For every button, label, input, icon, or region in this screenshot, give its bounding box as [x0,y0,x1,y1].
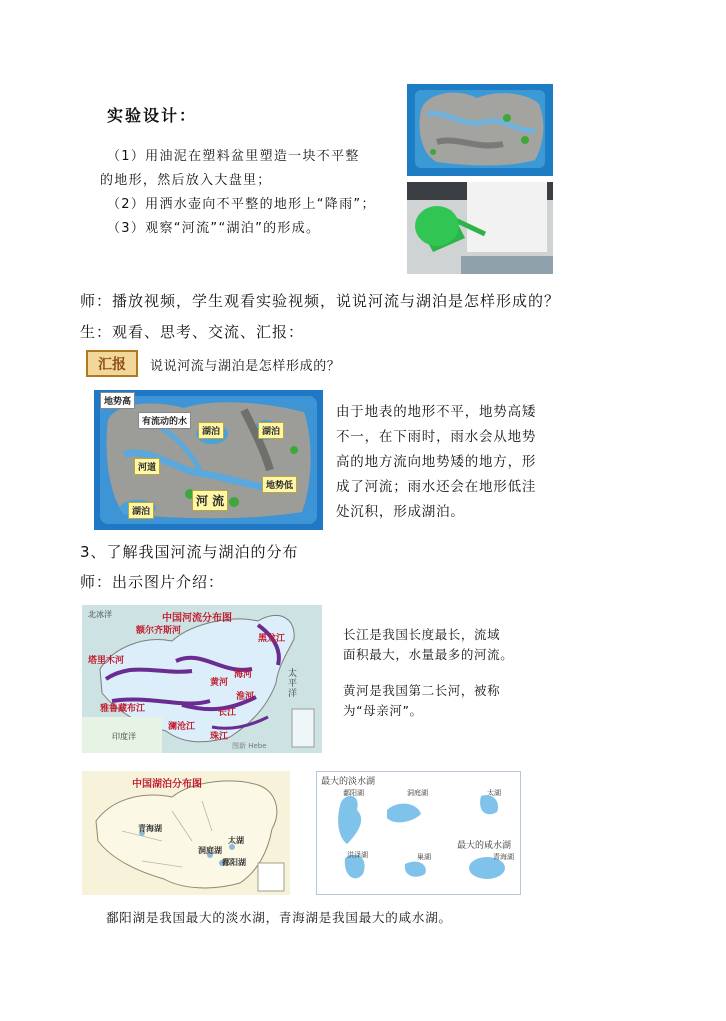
china-lake-map [82,771,290,895]
river-map-title: 中国河流分布图 [162,613,232,624]
panel-lake-poyang: 鄱阳湖 [343,789,364,797]
saltwater-heading: 最大的咸水湖 [457,841,512,851]
river-text-line: 黄河是我国第二长河，被称 [343,683,501,698]
river-huai: 淮河 [236,692,255,702]
labeled-model-photo [94,390,323,530]
step-1-line-2: 的地形，然后放入大盘里； [100,173,272,188]
explanation-line: 高的地方流向地势矮的地方，形 [336,454,537,470]
label-lake-2: 湖泊 [258,422,284,439]
experiment-title: 实验设计： [107,106,198,125]
step-2: （2）用洒水壶向不平整的地形上“降雨”； [107,197,376,212]
label-flowing: 有流动的水 [138,412,191,429]
label-high: 地势高 [100,392,135,409]
arctic-ocean-label: 北冰洋 [88,610,112,619]
label-lake-3: 湖泊 [128,502,154,519]
watering-photo [407,182,553,274]
river-pearl: 珠江 [210,732,229,742]
lake-map-title: 中国湖泊分布图 [132,779,202,790]
explanation-line: 不一，在下雨时，雨水会从地势 [336,429,537,445]
river-yarlung: 雅鲁藏布江 [100,704,146,714]
china-river-map [82,605,322,753]
freshwater-heading: 最大的淡水湖 [321,777,376,787]
river-lancang: 澜沧江 [168,722,196,732]
river-heilongjiang: 黑龙江 [258,634,286,644]
map-credit: 图新 Hebe [232,742,267,750]
teacher-line-2: 师：出示图片介绍： [80,573,225,591]
panel-lake-dongting: 洞庭湖 [407,789,428,797]
panel-lake-chao: 巢湖 [417,853,431,861]
lake-dongting: 洞庭湖 [198,846,222,855]
river-text-line: 面积最大，水量最多的河流。 [343,647,514,662]
report-badge: 汇报 [86,350,138,377]
river-description [343,625,513,721]
step-1-line-1: （1）用油泥在塑料盆里塑造一块不平整 [107,149,360,164]
lake-caption: 鄱阳湖是我国最大的淡水湖，青海湖是我国最大的咸水湖。 [106,910,452,925]
panel-lake-qinghai: 青海湖 [493,853,514,861]
river-hai: 海河 [234,670,253,680]
lake-shapes-panel [316,771,521,895]
label-lake-1: 湖泊 [198,422,224,439]
report-question: 说说河流与湖泊是怎样形成的？ [150,359,341,374]
panel-lake-tai: 太湖 [487,789,501,797]
label-river: 河 流 [192,490,228,511]
river-yangtze: 长江 [218,708,237,718]
explanation-line: 由于地表的地形不平，地势高矮 [336,404,537,420]
section-3-heading: 3、了解我国河流与湖泊的分布 [80,543,299,561]
river-yellow: 黄河 [210,678,229,688]
step-3: （3）观察“河流”“湖泊”的形成。 [107,221,321,236]
teacher-line-1: 师：播放视频，学生观看实验视频，说说河流与湖泊是怎样形成的？ [80,292,561,310]
lake-taihu: 太湖 [228,836,244,845]
lake-qinghai: 青海湖 [138,824,162,833]
clay-model-photo [407,84,553,176]
indian-ocean-label: 印度洋 [112,732,136,741]
student-line: 生：观看、思考、交流、汇报： [80,323,305,341]
explanation-line: 处沉积，形成湖泊。 [336,504,465,520]
label-low: 地势低 [262,476,297,493]
explanation [336,400,536,525]
label-channel: 河道 [134,458,160,475]
explanation-line: 成了河流；雨水还会在地形低洼 [336,479,537,495]
river-irtysh: 额尔齐斯河 [136,626,182,636]
river-text-line: 长江是我国长度最长，流域 [343,627,501,642]
river-tarim: 塔里木河 [88,656,125,666]
river-text-line: 为“母亲河”。 [343,703,423,718]
lake-poyang: 鄱阳湖 [222,858,246,867]
pacific-label: 太 平 洋 [288,669,298,699]
panel-lake-hongze: 洪泽湖 [347,851,368,859]
